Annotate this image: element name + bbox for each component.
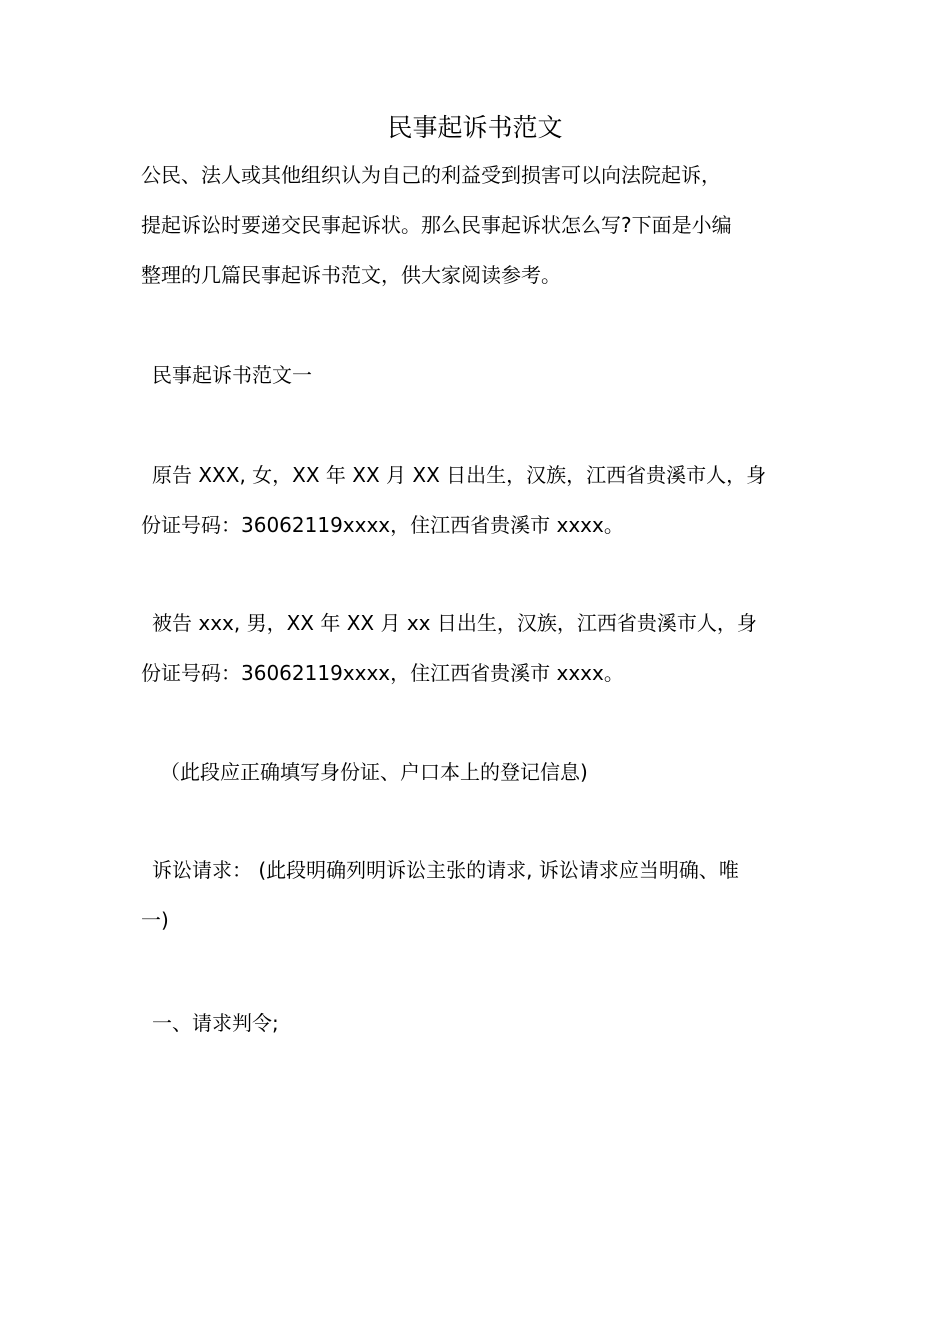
claims-line-1: 诉讼请求： (此段明确列明诉讼主张的请求, 诉讼请求应当明确、唯 [152,858,739,882]
section-heading: 民事起诉书范文一 [152,363,312,387]
intro-line-1: 公民、法人或其他组织认为自己的利益受到损害可以向法院起诉， [141,163,721,187]
defendant-line-1: 被告 xxx, 男，XX 年 XX 月 xx 日出生，汉族，江西省贵溪市人，身 [152,611,757,635]
claims-line-2: 一) [141,908,169,932]
note-line: （此段应正确填写身份证、户口本上的登记信息) [160,760,588,784]
plaintiff-line-2: 份证号码：36062119xxxx，住江西省贵溪市 xxxx。 [141,513,624,537]
defendant-line-2: 份证号码：36062119xxxx，住江西省贵溪市 xxxx。 [141,661,624,685]
intro-line-2: 提起诉讼时要递交民事起诉状。那么民事起诉状怎么写?下面是小编 [141,213,732,237]
claim-item-1: 一、请求判令; [152,1011,279,1035]
document-title: 民事起诉书范文 [387,113,563,142]
plaintiff-line-1: 原告 XXX, 女，XX 年 XX 月 XX 日出生，汉族，江西省贵溪市人，身 [152,463,767,487]
intro-line-3: 整理的几篇民事起诉书范文，供大家阅读参考。 [141,263,561,287]
